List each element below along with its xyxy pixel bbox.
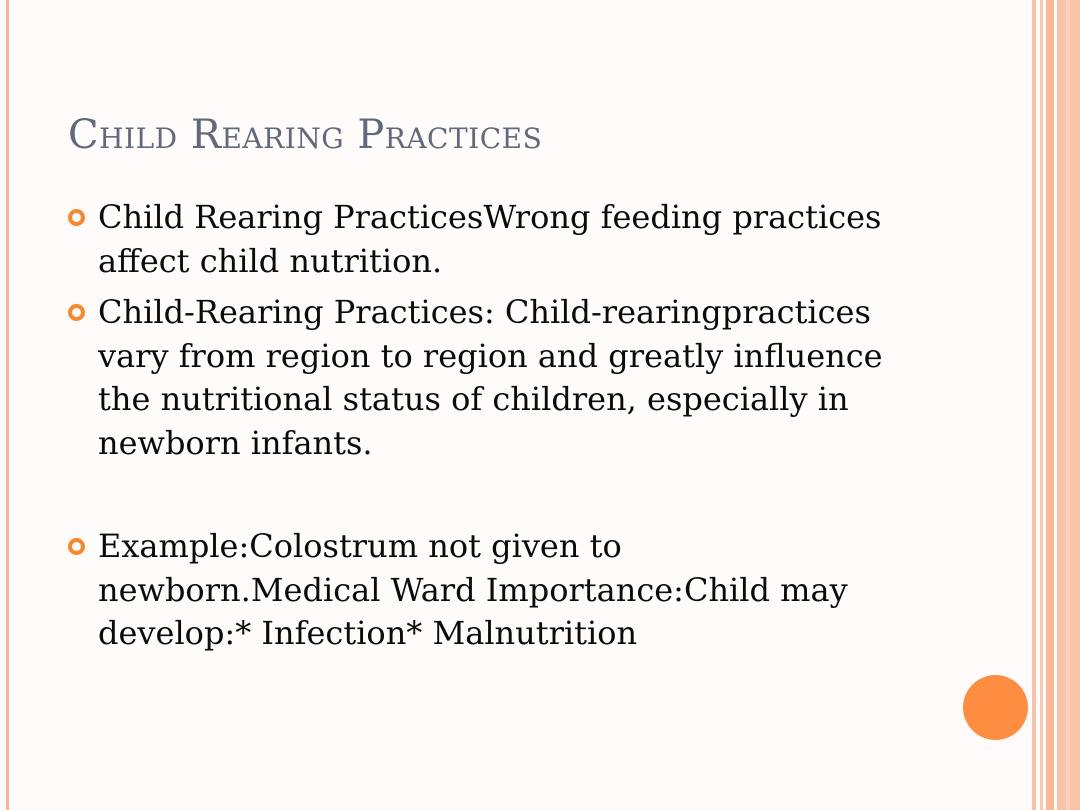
bullet-list (68, 196, 908, 656)
hollow-circle-bullet-icon (68, 538, 85, 555)
orange-accent-circle (963, 675, 1028, 740)
bullet-text: Child-Rearing Practices: Child-rearingpractices vary from region to region and greatly influence the nutritional status of children, especially in newborn infants. (98, 293, 883, 462)
bullet-text: Child Rearing PracticesWrong feeding practices affect child nutrition. (98, 198, 882, 280)
bullet-item (68, 196, 908, 283)
slide-title: Child Rearing Practices (68, 112, 543, 158)
right-decorative-stripe (1040, 0, 1043, 810)
right-decorative-stripe (1046, 0, 1054, 810)
right-decorative-stripe (1066, 0, 1070, 810)
left-decorative-rule (6, 0, 9, 810)
hollow-circle-bullet-icon (68, 209, 85, 226)
bullet-text: Example:Colostrum not given to newborn.Medical Ward Importance:Child may develop:* Infection* Malnutrition (98, 527, 848, 652)
hollow-circle-bullet-icon (68, 304, 85, 321)
right-decorative-stripe (1032, 0, 1036, 810)
bullet-item (68, 525, 908, 656)
bullet-item (68, 291, 908, 465)
